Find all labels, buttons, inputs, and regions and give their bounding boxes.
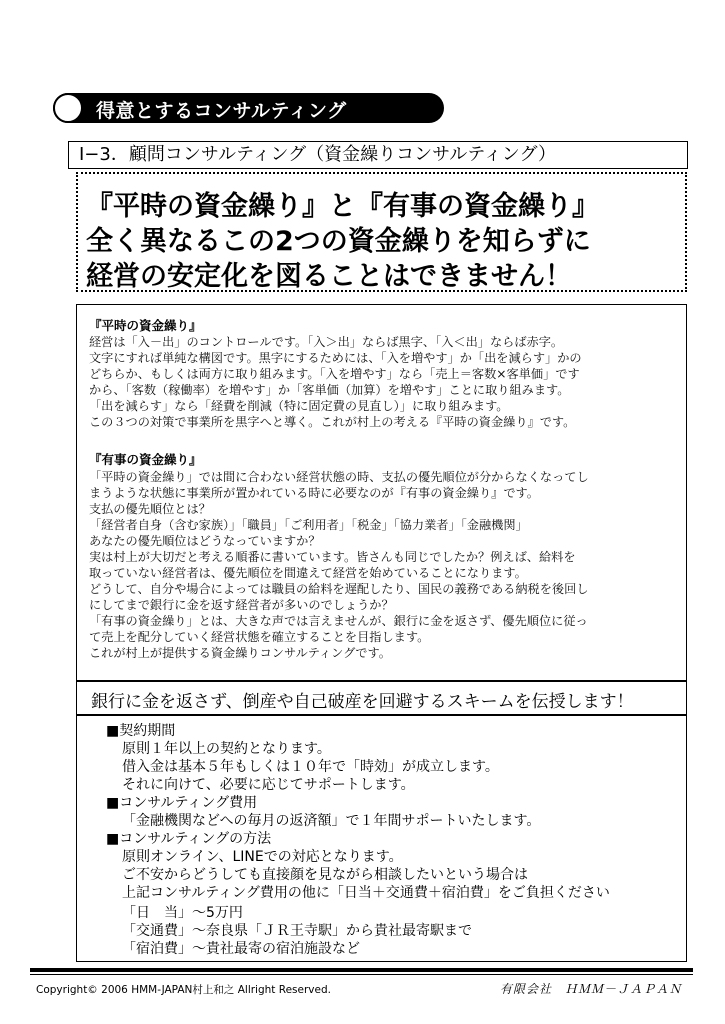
section1-title: 『平時の資金繰り』: [89, 318, 202, 333]
contract-fee-line: 「金融機関などへの毎月の返済額」で１年間サポートいたします。: [122, 813, 541, 829]
section1-line: どちらか、もしくは両方に取り組みます。「入を増やす」なら「売上＝客数×客単価」です: [89, 367, 580, 381]
section-header-title: 得意とするコンサルティング: [96, 100, 347, 122]
footer-copyright: Copyright© 2006 HMM-JAPAN村上和之 Allright Reserved.: [36, 984, 331, 996]
section2-line: 「平時の資金繰り」では間に合わない経営状態の時、支払の優先順位が分からなくなってし: [89, 470, 589, 484]
contract-method-line: 「交通費」～奈良県「ＪＲ王寺駅」から貴社最寄駅まで: [122, 923, 472, 939]
section1-line: 「出を減らす」なら「経費を削減（特に固定費の見直し）」に取り組みます。: [89, 399, 509, 413]
contract-period-line: 借入金は基本５年もしくは１０年で「時効」が成立します。: [122, 759, 499, 775]
contract-method-line: 上記コンサルティング費用の他に「日当＋交通費＋宿泊費」をご負担ください: [122, 885, 610, 901]
contract-method-line: 「日 当」～5万円: [122, 905, 243, 921]
section1-line: この３つの対策で事業所を黒字へと導く。これが村上の考える『平時の資金繰り』です。: [89, 415, 576, 429]
page-subtitle: I−3．顧問コンサルティング（資金繰りコンサルティング）: [68, 141, 688, 169]
section2-line: 実は村上が大切だと考える順番に書いています。皆さんも同じでしたか？例えば、給料を: [89, 550, 576, 564]
footer-company: 有限会社 ＨＭＭ－ＪＡＰＡＮ: [500, 982, 683, 996]
contract-period-line: 原則１年以上の契約となります。: [122, 741, 331, 757]
section2-line: まうような状態に事業所が置かれている時に必要なのが『有事の資金繰り』です。: [89, 486, 539, 500]
header-bullet-circle: [53, 93, 83, 123]
headline-line-3: 経営の安定化を図ることはできません！: [86, 261, 572, 292]
section2-line: て売上を配分していく経営状態を確立することを目指します。: [89, 630, 430, 644]
contract-fee-heading: ■コンサルティング費用: [106, 795, 258, 811]
contract-method-line: 原則オンライン、LINEでの対応となります。: [122, 849, 403, 865]
section2-line: これが村上が提供する資金繰りコンサルティングです。: [89, 646, 391, 660]
footer-rule-thick: [30, 968, 693, 972]
footer-rule-thin: [30, 974, 693, 975]
headline-line-1: 『平時の資金繰り』と『有事の資金繰り』: [86, 191, 599, 222]
headline-line-2: 全く異なるこの2つの資金繰りを知らずに: [86, 226, 591, 257]
contract-period-line: それに向けて、必要に応じてサポートします。: [122, 777, 415, 793]
section2-title: 『有事の資金繰り』: [89, 452, 202, 467]
section2-line: あなたの優先順位はどうなっていますか？: [89, 534, 321, 548]
contract-method-line: 「宿泊費」～貴社最寄の宿泊施設など: [122, 941, 360, 957]
section2-line: どうして、自分や場合によっては職員の給料を遅配したり、国民の義務である納税を後回し: [89, 582, 589, 596]
section1-line: 文字にすれば単純な構図です。黒字にするためには、「入を増やす」か「出を減らす」かの: [89, 351, 582, 365]
slogan-text: 銀行に金を返さず、倒産や自己破産を回避するスキームを伝授します！: [91, 692, 634, 712]
section2-line: 取っていない経営者は、優先順位を間違えて経営を始めていることになります。: [89, 566, 527, 580]
section2-line: 「経営者自身（含む家族）」「職員」「ご利用者」「税金」「協力業者」「金融機関」: [89, 518, 528, 532]
contract-period-heading: ■契約期間: [106, 723, 176, 739]
section2-line: 「有事の資金繰り」とは、大きな声では言えませんが、銀行に金を返さず、優先順位に従っ: [89, 614, 588, 628]
section2-line: 支払の優先順位とは？: [89, 502, 211, 516]
contract-method-heading: ■コンサルティングの方法: [106, 831, 272, 847]
section2-line: にしてまで銀行に金を返す経営者が多いのでしょうか？: [89, 598, 394, 612]
contract-method-line: ご不安からどうしても直接顔を見ながら相談したいという場合は: [122, 867, 528, 883]
section1-line: から、「客数（稼働率）を増やす」か「客単価（加算）を増やす」ことに取り組みます。: [89, 383, 570, 397]
section1-line: 経営は「入－出」のコントロールです。「入＞出」ならば黒字、「入＜出」ならば赤字。: [89, 335, 564, 349]
